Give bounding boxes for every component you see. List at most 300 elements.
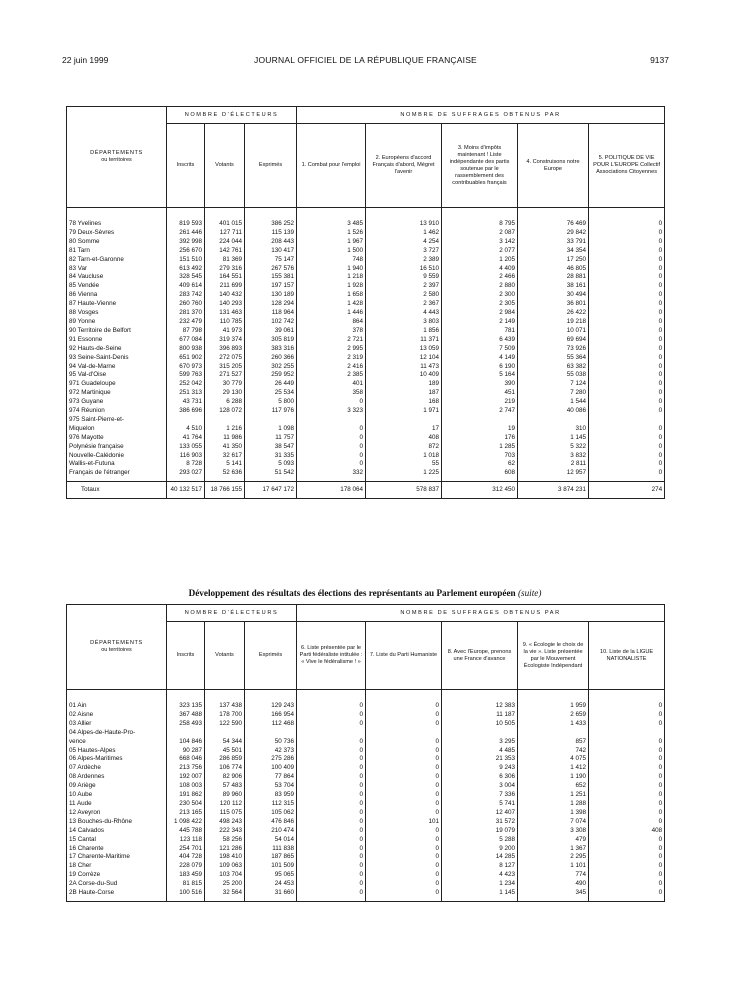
dept-name-cell: 83 Var [67, 265, 167, 274]
value-cell: 0 [589, 220, 665, 229]
value-cell: 0 [297, 711, 366, 720]
value-cell: 396 893 [205, 345, 245, 354]
value-cell: 9 200 [442, 845, 518, 854]
value-cell: 0 [589, 818, 665, 827]
value-cell: 6 190 [442, 363, 518, 372]
value-cell: 0 [297, 880, 366, 889]
dept-name-cell: 78 Yvelines [67, 220, 167, 229]
table-row [67, 791, 665, 800]
value-cell: 52 636 [205, 469, 245, 481]
value-cell: 104 846 [167, 738, 205, 747]
value-cell: 1 433 [518, 720, 589, 729]
total-row [67, 482, 665, 499]
value-cell: 45 501 [205, 747, 245, 756]
value-cell: 0 [589, 791, 665, 800]
value-cell: 2 385 [297, 371, 366, 380]
value-cell: 5 288 [442, 836, 518, 845]
dept-name-cell: Français de l'étranger [67, 469, 167, 481]
value-cell: 1 967 [297, 238, 366, 247]
value-cell: 0 [366, 791, 442, 800]
dept-name-cell: 08 Ardennes [67, 773, 167, 782]
table-row [67, 291, 665, 300]
value-cell: 1 526 [297, 229, 366, 238]
value-cell [167, 729, 205, 738]
value-cell: 11 757 [245, 434, 297, 443]
dept-name-cell: 79 Deux-Sèvres [67, 229, 167, 238]
value-cell: 0 [589, 469, 665, 481]
value-cell: 0 [589, 889, 665, 901]
value-cell: 0 [366, 853, 442, 862]
dept-name-cell: Wallis-et-Futuna [67, 460, 167, 469]
value-cell: 864 [297, 318, 366, 327]
dept-name-cell: vence [67, 738, 167, 747]
table-row [67, 309, 665, 318]
total-value: 178 064 [297, 482, 366, 499]
column-header: 7. Liste du Parti Humaniste [366, 622, 442, 690]
header-journal-title: JOURNAL OFFICIEL DE LA RÉPUBLIQUE FRANÇAISE [254, 55, 477, 65]
value-cell: 781 [442, 327, 518, 336]
value-cell: 101 [366, 818, 442, 827]
table-row [67, 862, 665, 871]
value-cell: 0 [297, 434, 366, 443]
electeurs-group-header: NOMBRE D'ÉLECTEURS [167, 605, 297, 622]
value-cell: 2 295 [518, 853, 589, 862]
value-cell: 1 928 [297, 282, 366, 291]
value-cell: 390 [442, 380, 518, 389]
value-cell: 0 [297, 809, 366, 818]
value-cell: 0 [589, 336, 665, 345]
value-cell: 81 369 [205, 256, 245, 265]
value-cell [205, 416, 245, 425]
value-cell: 7 124 [518, 380, 589, 389]
value-cell: 608 [442, 469, 518, 481]
value-cell: 112 468 [245, 720, 297, 729]
value-cell: 0 [297, 800, 366, 809]
value-cell: 668 046 [167, 755, 205, 764]
value-cell: 115 139 [245, 229, 297, 238]
value-cell: 1 218 [297, 273, 366, 282]
value-cell: 0 [297, 782, 366, 791]
value-cell: 54 014 [245, 836, 297, 845]
value-cell: 0 [297, 889, 366, 901]
value-cell: 109 063 [205, 862, 245, 871]
value-cell: 189 [366, 380, 442, 389]
value-cell: 1 234 [442, 880, 518, 889]
value-cell: 260 760 [167, 300, 205, 309]
value-cell: 3 295 [442, 738, 518, 747]
value-cell: 115 075 [205, 809, 245, 818]
value-cell: 31 335 [245, 452, 297, 461]
value-cell: 111 838 [245, 845, 297, 854]
value-cell: 32 617 [205, 452, 245, 461]
value-cell: 0 [297, 738, 366, 747]
value-cell: 16 510 [366, 265, 442, 274]
value-cell: 404 728 [167, 853, 205, 862]
value-cell: 2 367 [366, 300, 442, 309]
value-cell: 0 [366, 764, 442, 773]
value-cell: 0 [589, 354, 665, 363]
value-cell: 4 149 [442, 354, 518, 363]
value-cell: 0 [589, 363, 665, 372]
value-cell: 41 350 [205, 443, 245, 452]
value-cell: 0 [366, 862, 442, 871]
value-cell: 742 [518, 747, 589, 756]
column-header: 4. Construisons notre Europe [518, 124, 589, 208]
value-cell: 0 [589, 407, 665, 416]
dept-name-cell: 14 Calvados [67, 827, 167, 836]
value-cell: 479 [518, 836, 589, 845]
dept-name-cell: 90 Territoire de Belfort [67, 327, 167, 336]
value-cell: 1 500 [297, 247, 366, 256]
value-cell: 140 432 [205, 291, 245, 300]
column-header: Exprimés [245, 622, 297, 690]
column-header: 3. Moins d'impôts maintenant ! Liste indépendante des partis soutenue par le rassemblement des contribuables français [442, 124, 518, 208]
value-cell: 176 [442, 434, 518, 443]
dept-name-cell: 86 Vienna [67, 291, 167, 300]
value-cell: 0 [366, 836, 442, 845]
value-cell: 232 479 [167, 318, 205, 327]
value-cell: 2 397 [366, 282, 442, 291]
dept-name-cell: 05 Hautes-Alpes [67, 747, 167, 756]
value-cell: 120 112 [205, 800, 245, 809]
dept-name-cell: 12 Aveyron [67, 809, 167, 818]
value-cell: 36 801 [518, 300, 589, 309]
value-cell: 0 [589, 711, 665, 720]
value-cell: 0 [589, 371, 665, 380]
value-cell: 28 881 [518, 273, 589, 282]
value-cell: 0 [589, 327, 665, 336]
value-cell: 3 727 [366, 247, 442, 256]
value-cell [518, 729, 589, 738]
value-cell: 122 590 [205, 720, 245, 729]
value-cell: 0 [589, 782, 665, 791]
table-row [67, 282, 665, 291]
value-cell: 0 [297, 764, 366, 773]
value-cell: 383 316 [245, 345, 297, 354]
table-row [67, 327, 665, 336]
value-cell: 2 300 [442, 291, 518, 300]
header-date: 22 juin 1999 [62, 55, 109, 65]
value-cell: 53 704 [245, 782, 297, 791]
value-cell: 0 [589, 425, 665, 434]
table-row [67, 880, 665, 889]
value-cell: 90 287 [167, 747, 205, 756]
value-cell: 3 308 [518, 827, 589, 836]
value-cell: 112 315 [245, 800, 297, 809]
value-cell: 19 218 [518, 318, 589, 327]
value-cell: 0 [366, 827, 442, 836]
value-cell: 1 367 [518, 845, 589, 854]
dept-name-cell: 2A Corse-du-Sud [67, 880, 167, 889]
value-cell: 105 062 [245, 809, 297, 818]
value-cell: 2 416 [297, 363, 366, 372]
value-cell: 0 [589, 443, 665, 452]
value-cell: 310 [518, 425, 589, 434]
value-cell: 271 527 [205, 371, 245, 380]
value-cell: 210 474 [245, 827, 297, 836]
value-cell: 228 079 [167, 862, 205, 871]
value-cell: 0 [366, 702, 442, 711]
value-cell: 0 [366, 711, 442, 720]
value-cell: 0 [589, 880, 665, 889]
value-cell: 5 322 [518, 443, 589, 452]
table-row [67, 452, 665, 461]
table-row [67, 229, 665, 238]
value-cell: 1 285 [442, 443, 518, 452]
value-cell: 198 410 [205, 853, 245, 862]
value-cell: 34 354 [518, 247, 589, 256]
table-row [67, 871, 665, 880]
value-cell: 302 255 [245, 363, 297, 372]
value-cell: 401 [297, 380, 366, 389]
column-header: Inscrits [167, 124, 205, 208]
dept-name-cell: 975 Saint-Pierre-et- [67, 416, 167, 425]
value-cell: 0 [589, 853, 665, 862]
value-cell: 14 285 [442, 853, 518, 862]
value-cell: 0 [297, 827, 366, 836]
value-cell: 121 286 [205, 845, 245, 854]
value-cell: 328 545 [167, 273, 205, 282]
value-cell: 208 443 [245, 238, 297, 247]
value-cell: 1 216 [205, 425, 245, 434]
value-cell [366, 416, 442, 425]
value-cell: 103 704 [205, 871, 245, 880]
column-header: 5. POLITIQUE DE VIE POUR L'EUROPE Collectif Associations Citoyennes [589, 124, 665, 208]
table-row [67, 845, 665, 854]
value-cell: 1 940 [297, 265, 366, 274]
value-cell: 5 141 [205, 460, 245, 469]
value-cell: 0 [589, 389, 665, 398]
value-cell: 409 614 [167, 282, 205, 291]
value-cell: 38 161 [518, 282, 589, 291]
value-cell: 55 364 [518, 354, 589, 363]
dept-name-cell: 15 Cantal [67, 836, 167, 845]
dept-name-cell: 88 Vosges [67, 309, 167, 318]
value-cell: 774 [518, 871, 589, 880]
value-cell: 0 [589, 720, 665, 729]
value-cell: 0 [589, 273, 665, 282]
value-cell: 164 551 [205, 273, 245, 282]
value-cell: 1 412 [518, 764, 589, 773]
value-cell: 0 [366, 809, 442, 818]
value-cell: 2 659 [518, 711, 589, 720]
value-cell: 281 370 [167, 309, 205, 318]
value-cell: 100 409 [245, 764, 297, 773]
dept-name-cell: 82 Tarn-et-Garonne [67, 256, 167, 265]
value-cell: 10 071 [518, 327, 589, 336]
dept-name-cell: 976 Mayotte [67, 434, 167, 443]
value-cell: 87 798 [167, 327, 205, 336]
table-row [67, 434, 665, 443]
value-cell: 0 [366, 773, 442, 782]
total-value: 3 874 231 [518, 482, 589, 499]
value-cell: 191 862 [167, 791, 205, 800]
value-cell: 178 700 [205, 711, 245, 720]
table-row [67, 371, 665, 380]
value-cell: 25 534 [245, 389, 297, 398]
value-cell [589, 729, 665, 738]
table-row [67, 265, 665, 274]
value-cell: 279 316 [205, 265, 245, 274]
value-cell: 0 [589, 434, 665, 443]
value-cell: 69 694 [518, 336, 589, 345]
value-cell: 6 288 [205, 398, 245, 407]
value-cell: 0 [589, 238, 665, 247]
value-cell: 131 463 [205, 309, 245, 318]
value-cell: 24 453 [245, 880, 297, 889]
value-cell: 599 763 [167, 371, 205, 380]
total-value: 40 132 517 [167, 482, 205, 499]
table-row [67, 738, 665, 747]
value-cell: 26 449 [245, 380, 297, 389]
value-cell: 7 509 [442, 345, 518, 354]
value-cell [167, 416, 205, 425]
total-value: 17 647 172 [245, 482, 297, 499]
value-cell: 0 [366, 871, 442, 880]
value-cell: 293 027 [167, 469, 205, 481]
dept-name-cell: 81 Tarn [67, 247, 167, 256]
value-cell: 1 098 422 [167, 818, 205, 827]
value-cell: 42 373 [245, 747, 297, 756]
value-cell: 133 055 [167, 443, 205, 452]
column-header: Exprimés [245, 124, 297, 208]
value-cell: 857 [518, 738, 589, 747]
value-cell: 0 [297, 862, 366, 871]
value-cell: 0 [297, 755, 366, 764]
value-cell: 30 779 [205, 380, 245, 389]
value-cell: 4 443 [366, 309, 442, 318]
value-cell: 46 805 [518, 265, 589, 274]
value-cell: 259 952 [245, 371, 297, 380]
table-row [67, 836, 665, 845]
value-cell: 0 [589, 871, 665, 880]
value-cell: 1 288 [518, 800, 589, 809]
table-row [67, 889, 665, 901]
value-cell: 10 505 [442, 720, 518, 729]
value-cell: 272 075 [205, 354, 245, 363]
value-cell: 451 [442, 389, 518, 398]
value-cell: 0 [589, 862, 665, 871]
value-cell: 1 959 [518, 702, 589, 711]
value-cell: 166 954 [245, 711, 297, 720]
value-cell: 0 [589, 845, 665, 854]
value-cell: 2 087 [442, 229, 518, 238]
value-cell: 11 371 [366, 336, 442, 345]
value-cell: 1 225 [366, 469, 442, 481]
value-cell: 286 859 [205, 755, 245, 764]
value-cell: 211 699 [205, 282, 245, 291]
value-cell: 251 313 [167, 389, 205, 398]
value-cell: 11 986 [205, 434, 245, 443]
value-cell [297, 416, 366, 425]
table-row [67, 336, 665, 345]
value-cell: 3 323 [297, 407, 366, 416]
column-header: 6. Liste présentée par le Parti fédéraliste intitulée : « Vive le fédéralisme ! » [297, 622, 366, 690]
value-cell: 219 [442, 398, 518, 407]
value-cell: 0 [589, 738, 665, 747]
value-cell: 2 466 [442, 273, 518, 282]
value-cell: 305 819 [245, 336, 297, 345]
total-value: 578 837 [366, 482, 442, 499]
column-header: Votants [205, 622, 245, 690]
value-cell: 29 130 [205, 389, 245, 398]
value-cell: 2 077 [442, 247, 518, 256]
value-cell: 1 018 [366, 452, 442, 461]
value-cell: 0 [366, 747, 442, 756]
dept-name-cell: 13 Bouches-du-Rhône [67, 818, 167, 827]
value-cell: 5 741 [442, 800, 518, 809]
table-row [67, 380, 665, 389]
table-row [67, 363, 665, 372]
value-cell: 123 118 [167, 836, 205, 845]
value-cell: 0 [589, 747, 665, 756]
value-cell: 62 [442, 460, 518, 469]
value-cell: 275 286 [245, 755, 297, 764]
value-cell: 50 736 [245, 738, 297, 747]
table-row [67, 827, 665, 836]
value-cell: 63 382 [518, 363, 589, 372]
value-cell: 1 971 [366, 407, 442, 416]
value-cell [245, 416, 297, 425]
dept-name-cell: 2B Haute-Corse [67, 889, 167, 901]
value-cell: 490 [518, 880, 589, 889]
value-cell: 2 811 [518, 460, 589, 469]
value-cell: 5 093 [245, 460, 297, 469]
table-row [67, 354, 665, 363]
table-row [67, 345, 665, 354]
value-cell: 81 815 [167, 880, 205, 889]
value-cell: 7 336 [442, 791, 518, 800]
table-row [67, 702, 665, 711]
table-row [67, 764, 665, 773]
value-cell: 0 [366, 738, 442, 747]
table-row [67, 389, 665, 398]
value-cell: 0 [366, 755, 442, 764]
value-cell: 0 [297, 425, 366, 434]
value-cell: 142 761 [205, 247, 245, 256]
table-row [67, 300, 665, 309]
value-cell: 40 086 [518, 407, 589, 416]
value-cell: 0 [297, 443, 366, 452]
value-cell: 100 516 [167, 889, 205, 901]
value-cell: 108 003 [167, 782, 205, 791]
value-cell: 1 428 [297, 300, 366, 309]
value-cell: 224 044 [205, 238, 245, 247]
dept-header: DÉPARTEMENTS ou territoires [67, 107, 167, 208]
value-cell: 319 374 [205, 336, 245, 345]
value-cell: 261 446 [167, 229, 205, 238]
value-cell: 130 417 [245, 247, 297, 256]
value-cell: 155 381 [245, 273, 297, 282]
value-cell: 230 504 [167, 800, 205, 809]
dept-name-cell: 974 Réunion [67, 407, 167, 416]
table-row [67, 773, 665, 782]
value-cell: 0 [297, 720, 366, 729]
value-cell: 0 [589, 773, 665, 782]
value-cell: 82 906 [205, 773, 245, 782]
value-cell: 4 510 [167, 425, 205, 434]
table-row [67, 416, 665, 425]
value-cell: 703 [442, 452, 518, 461]
dept-name-cell: 16 Charente [67, 845, 167, 854]
value-cell: 4 423 [442, 871, 518, 880]
value-cell: 76 469 [518, 220, 589, 229]
value-cell: 89 960 [205, 791, 245, 800]
value-cell: 819 593 [167, 220, 205, 229]
value-cell: 0 [589, 800, 665, 809]
value-cell: 0 [366, 800, 442, 809]
value-cell: 0 [297, 853, 366, 862]
